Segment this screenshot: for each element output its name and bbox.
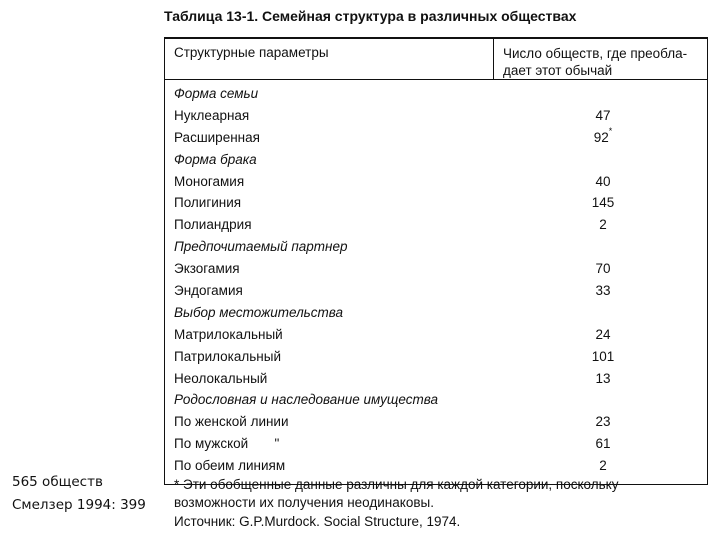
category-row xyxy=(165,83,707,105)
row-label: Патрилокальный xyxy=(174,348,282,364)
row-label: Неолокальный xyxy=(174,370,268,386)
table-row xyxy=(165,455,707,477)
table-row xyxy=(165,258,707,280)
row-value-number: 2 xyxy=(599,458,607,474)
table-row xyxy=(165,411,707,433)
row-label: Экзогамия xyxy=(174,261,240,277)
row-label: Матрилокальный xyxy=(174,326,283,342)
table-header xyxy=(165,39,707,80)
family-structure-table xyxy=(164,37,708,529)
row-value-number: 70 xyxy=(595,261,611,277)
row-value xyxy=(553,455,653,477)
footnote-mark: * xyxy=(608,126,613,137)
row-label: Эндогамия xyxy=(174,283,243,299)
table-row xyxy=(165,192,707,214)
row-value xyxy=(553,258,653,280)
row-value-number: 33 xyxy=(595,283,611,299)
row-value xyxy=(553,127,653,149)
side-note-citation: Смелзер 1994: 399 xyxy=(12,497,146,513)
header-divider xyxy=(493,39,494,80)
category-label: Выбор местожительства xyxy=(174,304,344,320)
row-value xyxy=(553,105,653,127)
row-label: По мужской " xyxy=(174,436,280,452)
table-row xyxy=(165,127,707,149)
category-label: Родословная и наследование имущества xyxy=(174,392,438,408)
table-footnote: * Эти обобщенные данные различны для каждой категории, поскольку возможности их получения неодинаковы. xyxy=(174,477,619,510)
table-row xyxy=(165,346,707,368)
row-value-number: 13 xyxy=(595,370,611,386)
table-row xyxy=(165,368,707,390)
category-row xyxy=(165,236,707,258)
row-label: Расширенная xyxy=(174,129,260,145)
table-source: Источник: G.P.Murdock. Social Structure, 1974. xyxy=(174,514,461,529)
row-value-number: 145 xyxy=(591,195,615,211)
table-row xyxy=(165,214,707,236)
row-value xyxy=(553,192,653,214)
row-value xyxy=(553,280,653,302)
row-value-number: 101 xyxy=(591,348,615,364)
table-body xyxy=(165,83,707,477)
table-title: Таблица 13-1. Семейная структура в различных обществах xyxy=(164,8,577,24)
header-parameters: Структурные параметры xyxy=(174,45,329,60)
row-value xyxy=(553,324,653,346)
row-value-number: 23 xyxy=(595,414,611,430)
row-value xyxy=(553,433,653,455)
row-value xyxy=(553,171,653,193)
table-row xyxy=(165,105,707,127)
row-label: Полигиния xyxy=(174,195,242,211)
category-label: Форма семьи xyxy=(174,86,259,101)
row-label: По женской линии xyxy=(174,414,289,430)
category-row xyxy=(165,149,707,171)
category-row xyxy=(165,302,707,324)
header-count-line2: дает этот обычай xyxy=(503,63,613,78)
row-label: Нуклеарная xyxy=(174,107,250,123)
row-value xyxy=(553,368,653,390)
row-value-number: 24 xyxy=(595,326,611,342)
row-value-number: 61 xyxy=(595,436,611,452)
row-label: По обеим линиям xyxy=(174,458,286,474)
row-value xyxy=(553,346,653,368)
category-label: Форма брака xyxy=(174,151,257,167)
row-value-number: 40 xyxy=(595,173,611,189)
table-row xyxy=(165,324,707,346)
category-label: Предпочитаемый партнер xyxy=(174,239,348,255)
row-value xyxy=(553,411,653,433)
table-row xyxy=(165,280,707,302)
row-label: Моногамия xyxy=(174,173,245,189)
row-value xyxy=(553,214,653,236)
header-count xyxy=(503,45,687,79)
row-label: Полиандрия xyxy=(174,217,252,233)
table-row xyxy=(165,171,707,193)
table-row xyxy=(165,433,707,455)
category-row xyxy=(165,389,707,411)
header-count-line1: Число обществ, где преобла- xyxy=(503,46,688,61)
row-value-number: 92 xyxy=(593,129,609,145)
row-value-number: 47 xyxy=(595,107,611,123)
row-value-number: 2 xyxy=(599,217,607,233)
side-note-societies: 565 обществ xyxy=(12,474,103,490)
